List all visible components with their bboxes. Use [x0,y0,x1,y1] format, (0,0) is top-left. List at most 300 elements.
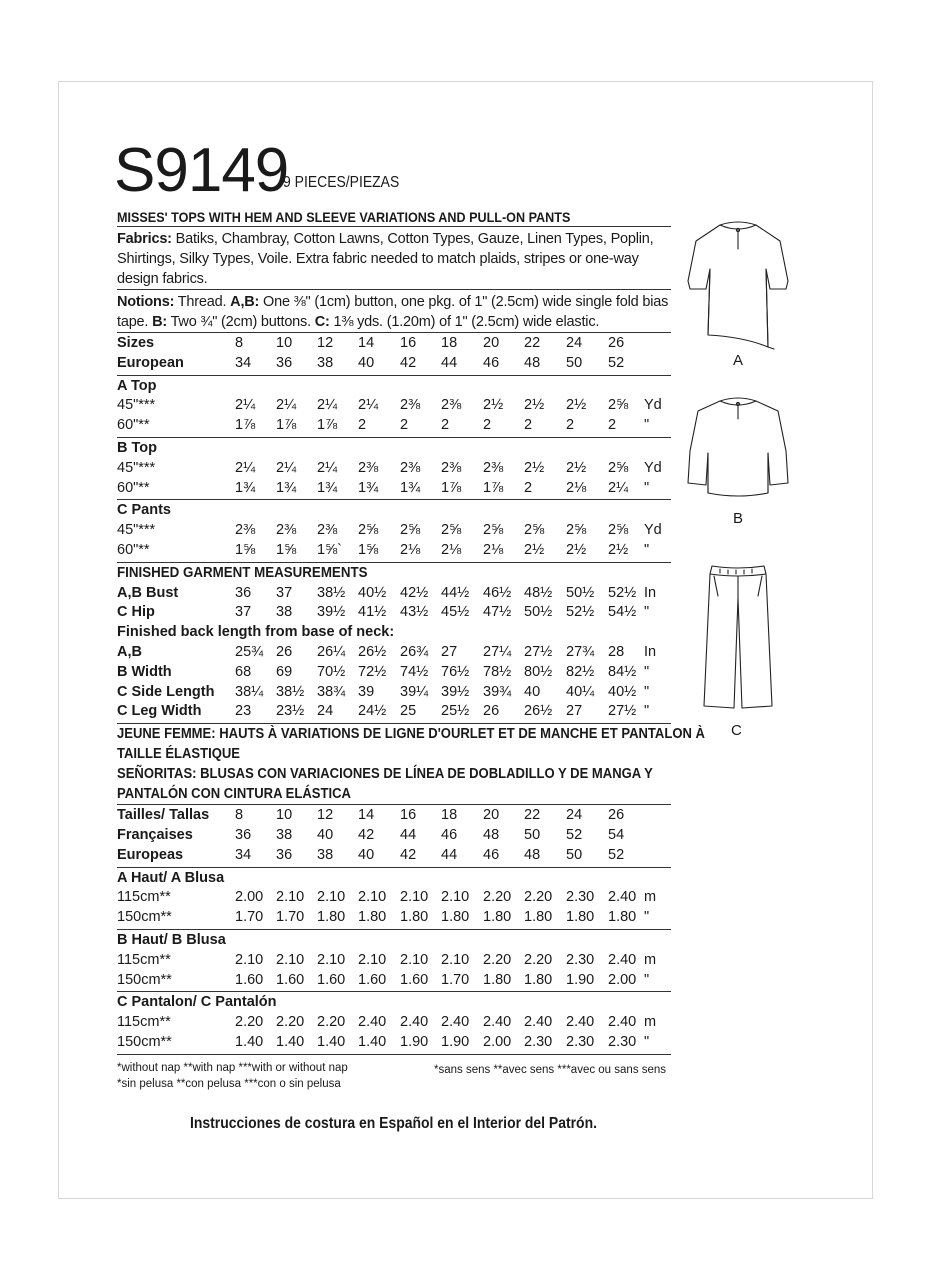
table-cell: 26¼ [317,643,346,660]
table-cell: 2.10 [317,951,346,968]
unit-label: " [644,683,650,700]
back-length-label: Finished back length from base of neck: [117,624,395,641]
table-cell: 2.20 [317,1014,346,1031]
table-cell: 42 [400,354,417,371]
table-cell: 8 [235,807,244,824]
table-cell: 2¼ [235,459,256,476]
table-cell: 2.20 [483,951,512,968]
table-cell: 2½ [566,459,587,476]
table-cell: 42½ [400,584,429,601]
table-cell: 10 [276,807,293,824]
table-row [117,416,671,436]
table-cell: 40½ [358,584,387,601]
fabrics-label: Fabrics: [117,231,172,247]
table-cell: 1⅞ [317,417,338,434]
notions-text: Notions: Thread. A,B: One ⅜" (1cm) button, one pkg. of 1" (2.5cm) wide single fold bias tape. B: Two ¾" (2cm) buttons. C: 1⅜ yds. (1.20m) of 1" (2.5cm) wide elastic. [117,294,669,330]
table-cell: 2.10 [276,951,305,968]
table-cell: 2½ [524,459,545,476]
table-cell: 50 [566,354,583,371]
table-cell: 1.80 [441,909,470,926]
table-cell: 1⅞ [483,479,504,496]
table-row [117,479,671,499]
table-cell: 1.80 [317,909,346,926]
table-cell: 40 [317,826,334,843]
table-cell: 2.00 [608,971,637,988]
unit-label: " [644,1033,650,1050]
view-c-illustration [700,562,780,714]
table-row [117,354,671,374]
table-cell: 52½ [608,584,637,601]
table-cell: 2¼ [358,397,379,414]
table-cell: 2⅜ [441,459,462,476]
table-cell: 10 [276,335,293,351]
table-cell: 84½ [608,663,637,680]
table-cell: 2 [524,417,533,434]
fabrics-list: Batiks, Chambray, Cotton Lawns, Cotton Types, Gauze, Linen Types, Poplin, Shirtings, Silky Types, Voile. Extra fabric needed to match plaids, stripes or one-way design fabrics. [117,231,654,287]
table-cell: 2.40 [358,1014,387,1031]
table-cell: 27½ [608,703,637,720]
table-cell: 16 [400,335,417,351]
table-cell: 2⅝ [566,522,587,539]
footnotes [117,1061,671,1095]
table-cell: 2.20 [276,1014,305,1031]
table-cell: 38½ [317,584,346,601]
table-cell: 2¼ [608,479,629,496]
table-cell: 2.00 [483,1033,512,1050]
table-cell: 39¼ [400,683,429,700]
table-cell: 2¼ [276,459,297,476]
metric-a [117,868,671,929]
table-cell: 2.10 [441,889,470,906]
table-cell: 2¼ [317,459,338,476]
table-cell: 46 [483,354,500,371]
table-cell: 2½ [608,541,629,558]
table-cell: 1¾ [235,479,256,496]
table-cell: 2.10 [441,951,470,968]
table-cell: 2⅜ [317,522,338,539]
title-english: MISSES' TOPS WITH HEM AND SLEEVE VARIATIONS AND PULL-ON PANTS [117,209,571,225]
table-cell: 26 [483,703,500,720]
table-cell: 40¼ [566,683,595,700]
table-cell: 38 [276,826,293,843]
table-cell: 46 [483,846,500,863]
table-cell: 38 [317,354,334,371]
table-cell: 2 [483,417,492,434]
table-row [117,584,671,604]
unit-label: " [644,541,650,558]
table-cell: 2⅝ [483,522,504,539]
sizes-table [117,333,671,375]
row-label: 60"** [117,541,150,558]
pattern-envelope-back [114,136,705,1095]
table-cell: 18 [441,807,458,824]
table-cell: 2⅜ [441,397,462,414]
table-row [117,971,671,991]
row-label: Françaises [117,826,193,843]
table-cell: 27¾ [566,643,595,660]
table-cell: 50 [524,826,541,843]
table-cell: 39¾ [483,683,512,700]
table-cell: 2⅝ [608,459,629,476]
table-cell: 2.30 [566,1033,595,1050]
table-cell: 2.20 [524,889,553,906]
table-cell: 38 [317,846,334,863]
table-cell: 48½ [524,584,553,601]
table-cell: 2.10 [358,889,387,906]
table-cell: 2¼ [276,397,297,414]
table-cell: 1.40 [358,1033,387,1050]
table-cell: 2.30 [566,889,595,906]
row-label: 60"** [117,479,150,496]
row-label: 150cm** [117,1033,172,1050]
table-cell: 2.40 [608,951,637,968]
spanish-instructions-note: Instrucciones de costura en Español en el Interior del Patrón. [190,1115,597,1132]
table-cell: 1.70 [441,971,470,988]
title-french-2: TAILLE ÉLASTIQUE [117,746,241,763]
table-cell: 2.40 [400,1014,429,1031]
section-title: C Pantalon/ C Pantalón [117,994,277,1011]
table-row [117,1033,671,1053]
table-cell: 2.40 [608,1014,637,1031]
table-cell: 1.90 [441,1033,470,1050]
table-row [117,334,671,354]
row-label: 45"*** [117,459,156,476]
table-cell: 8 [235,335,244,351]
table-cell: 26 [608,807,625,824]
table-cell: 39 [358,683,375,700]
table-cell: 2.40 [441,1014,470,1031]
table-cell: 1.80 [358,909,387,926]
table-cell: 22 [524,807,541,824]
fabrics-text [117,227,671,289]
table-row [117,908,671,928]
table-cell: 72½ [358,663,387,680]
table-cell: 40 [358,846,375,863]
table-cell: 2⅜ [400,397,421,414]
table-row [117,603,671,623]
table-cell: 2⅜ [276,522,297,539]
table-row [117,396,671,416]
table-cell: 12 [317,807,334,824]
table-cell: 78½ [483,663,512,680]
table-row [117,663,671,683]
table-cell: 2.40 [524,1014,553,1031]
table-cell: 1¾ [317,479,338,496]
table-cell: 1⅝ [276,541,297,558]
table-cell: 1.70 [276,909,305,926]
table-cell: 37 [276,584,293,601]
table-cell: 1.60 [358,971,387,988]
table-cell: 52 [566,826,583,843]
table-cell: 24 [566,807,583,824]
table-cell: 1.60 [276,971,305,988]
table-cell: 2⅛ [400,541,421,558]
table-row [117,459,671,479]
table-cell: 2.20 [235,1014,264,1031]
table-cell: 2.40 [566,1014,595,1031]
table-cell: 2⅜ [358,459,379,476]
table-cell: 42 [358,826,375,843]
table-cell: 37 [235,604,252,621]
pattern-number: S9149 [114,136,289,205]
unit-label: Yd [644,397,662,414]
table-cell: 27 [441,643,458,660]
table-cell: 2.30 [524,1033,553,1050]
table-cell: 27½ [524,643,553,660]
table-cell: 2.10 [276,889,305,906]
row-label: A,B Bust [117,584,179,601]
table-cell: 40 [524,683,541,700]
footnote-french: *sans sens **avec sens ***avec ou sans sens [434,1063,667,1076]
row-label: Europeas [117,846,184,863]
unit-label: " [644,604,650,621]
table-cell: 36 [235,584,252,601]
table-cell: 2.40 [608,889,637,906]
title-spanish-1: SEÑORITAS: BLUSAS CON VARIACIONES DE LÍNEA DE DOBLADILLO Y DE MANGA Y [117,766,653,783]
table-row [117,951,671,971]
yardage-c-pants [117,500,671,561]
table-cell: 52 [608,354,625,371]
row-label: C Side Length [117,683,215,700]
table-cell: 44½ [441,584,470,601]
table-cell: 2⅛ [483,541,504,558]
table-cell: 1¾ [400,479,421,496]
table-row [117,643,671,663]
table-cell: 2½ [566,397,587,414]
table-cell: 2½ [524,541,545,558]
table-cell: 26½ [524,703,553,720]
table-cell: 1⅝ [358,541,379,558]
table-cell: 1.80 [608,909,637,926]
unit-label: Yd [644,522,662,539]
table-cell: 25¾ [235,643,264,660]
table-cell: 2½ [483,397,504,414]
pieces-count: 9 PIECES/PIEZAS [283,174,400,191]
header [114,136,671,208]
table-cell: 45½ [441,604,470,621]
table-cell: 44 [441,354,458,371]
table-cell: 1.80 [483,971,512,988]
table-cell: 2.30 [566,951,595,968]
table-cell: 1.90 [400,1033,429,1050]
table-cell: 2.20 [483,889,512,906]
table-cell: 1¾ [358,479,379,496]
table-cell: 28 [608,643,625,660]
table-cell: 12 [317,335,334,351]
view-c-label: C [731,722,742,739]
table-cell: 1.40 [317,1033,346,1050]
table-cell: 27¼ [483,643,512,660]
unit-label: " [644,909,650,926]
table-cell: 16 [400,807,417,824]
section-title: B Haut/ B Blusa [117,931,226,948]
table-cell: 14 [358,807,375,824]
table-cell: 2.10 [400,951,429,968]
section-title: A Haut/ A Blusa [117,869,225,886]
table-cell: 2⅜ [235,522,256,539]
table-cell: 74½ [400,663,429,680]
table-cell: 20 [483,807,500,824]
table-cell: 48 [524,846,541,863]
row-label: 45"*** [117,522,156,539]
table-cell: 1¾ [276,479,297,496]
table-cell: 36 [276,354,293,371]
finished-title: FINISHED GARMENT MEASUREMENTS [117,564,368,581]
table-cell: 1⅞ [441,479,462,496]
table-cell: 2.10 [358,951,387,968]
metric-sizes-table [117,805,671,866]
table-cell: 1.80 [400,909,429,926]
table-cell: 50½ [524,604,553,621]
table-cell: 2⅝ [524,522,545,539]
table-cell: 36 [276,846,293,863]
unit-label: " [644,417,650,434]
table-cell: 36 [235,826,252,843]
unit-label: In [644,584,657,601]
table-cell: 38½ [276,683,305,700]
table-cell: 40 [358,354,375,371]
table-cell: 41½ [358,604,387,621]
table-cell: 2¼ [235,397,256,414]
table-row [117,888,671,908]
section-title: C Pants [117,502,171,519]
row-label: 60"** [117,417,150,434]
table-cell: 82½ [566,663,595,680]
title-french-1: JEUNE FEMME: HAUTS À VARIATIONS DE LIGNE D'OURLET ET DE MANCHE ET PANTALON À [117,726,705,743]
row-label: 115cm** [117,951,171,968]
table-cell: 2.10 [400,889,429,906]
table-cell: 26¾ [400,643,429,660]
table-cell: 50½ [566,584,595,601]
table-cell: 68 [235,663,252,680]
table-cell: 38¼ [235,683,264,700]
unit-label: In [644,643,657,660]
table-cell: 24 [566,335,583,351]
table-cell: 1.60 [235,971,264,988]
table-row [117,826,671,846]
table-row [117,541,671,561]
row-label: C Hip [117,604,155,621]
table-cell: 2½ [566,541,587,558]
table-cell: 14 [358,335,375,351]
table-cell: 2⅝ [358,522,379,539]
yardage-a-top [117,376,671,437]
table-cell: 20 [483,335,500,351]
table-cell: 2 [441,417,450,434]
row-label: C Leg Width [117,703,202,720]
table-row [117,683,671,703]
table-cell: 80½ [524,663,553,680]
table-cell: 50 [566,846,583,863]
table-cell: 44 [400,826,417,843]
table-cell: 48 [524,354,541,371]
table-cell: 1.70 [235,909,264,926]
table-cell: 2⅜ [483,459,504,476]
table-cell: 1⅞ [235,417,256,434]
table-row [117,521,671,541]
table-cell: 34 [235,846,252,863]
table-cell: 2 [608,417,617,434]
table-cell: 2.10 [317,889,346,906]
unit-label: m [644,1014,657,1031]
table-cell: 52½ [566,604,595,621]
table-cell: 23 [235,703,252,720]
row-label: 115cm** [117,889,171,906]
table-cell: 2 [400,417,409,434]
table-cell: 24½ [358,703,387,720]
table-cell: 27 [566,703,583,720]
table-cell: 2⅝ [400,522,421,539]
table-row [117,702,671,722]
row-label: A,B [117,643,142,660]
table-cell: 70½ [317,663,346,680]
table-cell: 44 [441,846,458,863]
row-label: 150cm** [117,971,172,988]
table-cell: 2.10 [235,951,264,968]
table-cell: 46½ [483,584,512,601]
table-cell: 18 [441,335,458,351]
table-cell: 2½ [524,397,545,414]
footnote-spanish: *sin pelusa **con pelusa ***con o sin pelusa [117,1077,341,1090]
table-row [117,1013,671,1033]
finished-measurements [117,563,671,723]
table-cell: 25 [400,703,417,720]
table-cell: 2⅝ [441,522,462,539]
table-cell: 2 [524,479,533,496]
table-cell: 26 [608,335,625,351]
table-cell: 24 [317,703,334,720]
table-cell: 1.60 [317,971,346,988]
table-cell: 46 [441,826,458,843]
table-cell: 2 [566,417,575,434]
table-cell: 2.30 [608,1033,637,1050]
unit-label: " [644,479,650,496]
table-cell: 39½ [317,604,346,621]
footnote-english: *without nap **with nap ***with or without nap [117,1061,348,1074]
table-cell: 43½ [400,604,429,621]
table-cell: 2⅛ [441,541,462,558]
table-cell: 1⅞ [276,417,297,434]
table-row [117,806,671,826]
table-cell: 26 [276,643,293,660]
title-spanish-2: PANTALÓN CON CINTURA ELÁSTICA [117,786,351,803]
table-cell: 76½ [441,663,470,680]
view-b-illustration [684,395,792,505]
table-cell: 22 [524,335,541,351]
table-cell: 34 [235,354,252,371]
table-cell: 23½ [276,703,305,720]
unit-label: " [644,971,650,988]
row-label: 115cm** [117,1014,171,1031]
row-label: European [117,354,184,371]
table-cell: 1.90 [566,971,595,988]
table-cell: 2 [358,417,367,434]
table-cell: 54½ [608,604,637,621]
metric-b [117,930,671,991]
table-cell: 69 [276,663,293,680]
table-cell: 2⅜ [400,459,421,476]
table-cell: 52 [608,846,625,863]
row-label: Tailles/ Tallas [117,807,210,824]
divider [117,1054,671,1055]
table-cell: 1.40 [235,1033,264,1050]
table-cell: 2⅝ [608,522,629,539]
table-cell: 1.80 [483,909,512,926]
row-label: Sizes [117,335,155,351]
yardage-b-top [117,438,671,499]
table-cell: 54 [608,826,625,843]
table-cell: 38¾ [317,683,346,700]
